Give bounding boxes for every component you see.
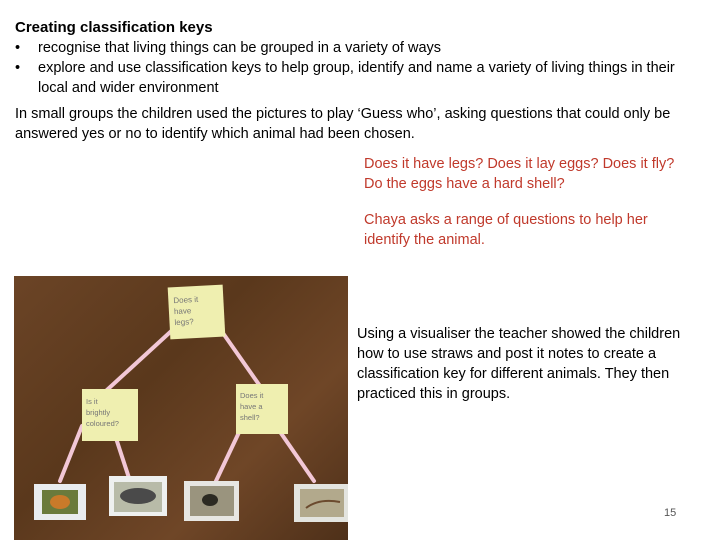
animal-cards xyxy=(34,476,348,522)
page-number: 15 xyxy=(664,507,677,519)
objective-item xyxy=(15,58,705,98)
intro-paragraph: In small groups the children used the pictures to play ‘Guess who’, asking questions that could only be answered yes or no to identify which animal had been chosen. xyxy=(15,106,671,142)
objective-text: recognise that living things can be grouped in a variety of ways xyxy=(38,40,442,56)
butterfly-icon xyxy=(50,495,70,509)
sticky-notes xyxy=(82,285,288,441)
beetle-icon xyxy=(202,494,218,506)
classroom-photo xyxy=(14,276,348,540)
slug-icon xyxy=(120,488,156,504)
worm-picture xyxy=(300,489,344,517)
page-title: Creating classification keys xyxy=(15,19,213,36)
sticky-note-left-text: Is it brightly coloured? xyxy=(86,397,119,428)
straw xyxy=(276,426,314,481)
straw xyxy=(60,426,82,481)
objectives-list xyxy=(15,38,705,98)
classification-key-illustration xyxy=(14,276,348,540)
objective-item xyxy=(15,38,705,58)
objective-text: explore and use classification keys to help group, identify and name a variety of living things in their local and wider environment xyxy=(38,60,675,96)
example-questions: Does it have legs? Does it lay eggs? Does it fly? Do the eggs have a hard shell? xyxy=(364,156,675,192)
straw xyxy=(96,324,179,400)
bullet-icon: • xyxy=(15,40,21,56)
photo-caption: Using a visualiser the teacher showed the children how to use straws and post it notes to create a classification key for different animals. They then practiced this in groups. xyxy=(357,326,681,402)
bullet-icon: • xyxy=(15,60,21,76)
straw xyxy=(216,426,242,481)
sticky-note-right-text: Does it have a shell? xyxy=(240,391,264,422)
sticky-note-top-text: Does it have legs? xyxy=(173,294,199,328)
pupil-observation: Chaya asks a range of questions to help her identify the animal. xyxy=(364,212,648,248)
